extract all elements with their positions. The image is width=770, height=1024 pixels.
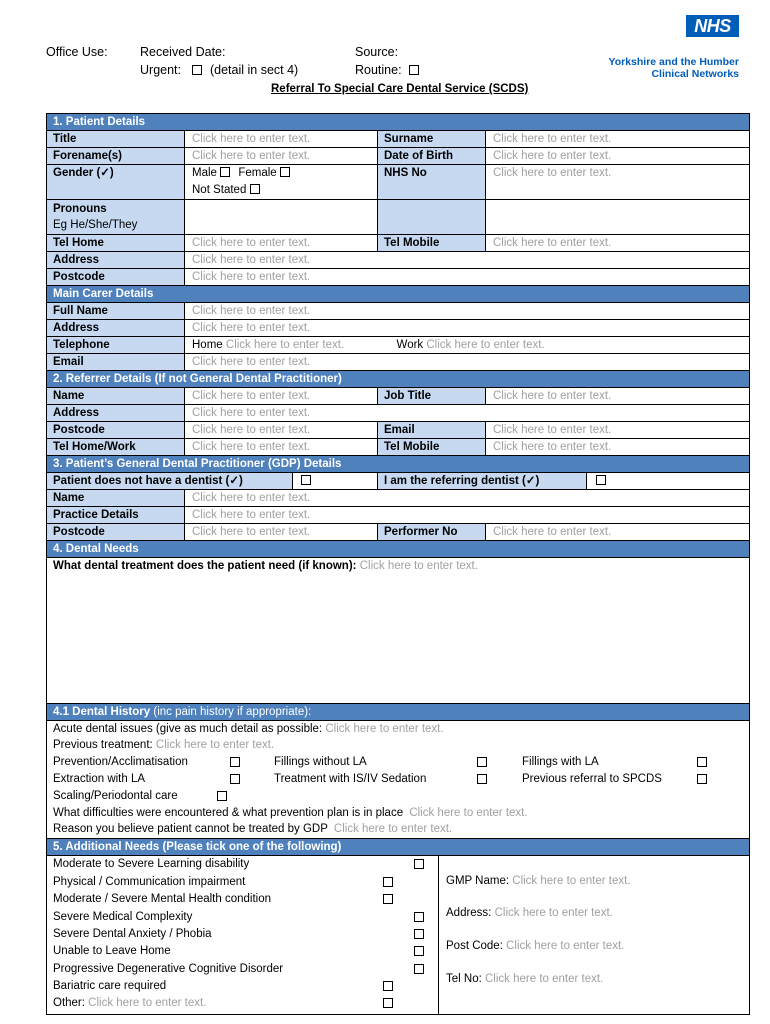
office-use-label: Office Use: (46, 45, 108, 59)
sedation-label: Treatment with IS/IV Sedation (274, 773, 427, 785)
section-dental-history (47, 704, 749, 721)
acute-field[interactable]: Click here to enter text. (325, 723, 444, 735)
referrer-tel-field[interactable]: Click here to enter text. (185, 439, 378, 455)
section-carer-details: Main Carer Details (47, 286, 749, 303)
need-cognitive: Progressive Degenerative Cognitive Disorder (53, 963, 284, 975)
gmp-postcode-label: Post Code: (446, 940, 503, 952)
referring-dentist-label: I am the referring dentist (✓) (378, 473, 587, 489)
prevention-checkbox[interactable] (230, 757, 240, 767)
difficulties-label: What difficulties were encountered & what prevention plan is in place (53, 807, 404, 819)
row-gdp-flags (47, 473, 749, 490)
need-medical: Severe Medical Complexity (53, 911, 193, 923)
row-gender-nhs (47, 165, 749, 200)
pronouns-label (47, 200, 185, 234)
dob-label: Date of Birth (378, 148, 486, 164)
referrer-postcode-label: Postcode (47, 422, 185, 438)
fillings-without-checkbox[interactable] (477, 757, 487, 767)
row-carer-name (47, 303, 749, 320)
additional-divider (438, 856, 439, 1014)
pronouns-extra-field[interactable] (486, 200, 749, 234)
section-dental-needs: 4. Dental Needs (47, 541, 749, 558)
row-referrer-tel (47, 439, 749, 456)
address-label: Address (47, 252, 185, 268)
need-other-label: Other: (53, 997, 85, 1009)
section-referrer-details: 2. Referrer Details (If not General Dental Practitioner) (47, 371, 749, 388)
gmp-tel-row (446, 971, 603, 987)
carer-address-field[interactable]: Click here to enter text. (192, 322, 311, 334)
urgent-checkbox[interactable] (192, 65, 202, 75)
fillings-with-label: Fillings with LA (522, 756, 599, 768)
dental-needs-question-label: What dental treatment does the patient need (if known): (53, 560, 357, 572)
carer-telephone-fields (185, 337, 749, 353)
urgent-row (140, 63, 298, 77)
need-anxiety: Severe Dental Anxiety / Phobia (53, 928, 212, 940)
referrer-email-field[interactable]: Click here to enter text. (493, 424, 612, 436)
row-referrer-name (47, 388, 749, 405)
gmp-address-field[interactable]: Click here to enter text. (494, 907, 613, 919)
extraction-checkbox[interactable] (230, 774, 240, 784)
carer-home-label: Home (192, 339, 223, 351)
forename-label: Forename(s) (47, 148, 185, 164)
not-stated-checkbox[interactable] (250, 184, 260, 194)
extraction-label: Extraction with LA (53, 773, 146, 785)
job-title-field[interactable]: Click here to enter text. (493, 390, 612, 402)
row-pronouns (47, 200, 749, 235)
gmp-tel-label: Tel No: (446, 973, 482, 985)
pronouns-example: Eg He/She/They (53, 219, 138, 231)
row-carer-email (47, 354, 749, 371)
practice-field[interactable]: Click here to enter text. (192, 509, 311, 521)
referral-form (46, 113, 750, 1015)
need-learning: Moderate to Severe Learning disability (53, 858, 250, 870)
dental-history-box (47, 721, 749, 839)
nhs-logo: NHS (686, 15, 739, 37)
scaling-label: Scaling/Periodontal care (53, 790, 178, 802)
referrer-name-field[interactable]: Click here to enter text. (185, 388, 378, 404)
carer-name-field[interactable]: Click here to enter text. (192, 305, 311, 317)
row-postcode (47, 269, 749, 286)
carer-work-label: Work (396, 339, 424, 351)
gender-line-1 (192, 165, 377, 182)
carer-home-field[interactable]: Click here to enter text. (225, 339, 345, 351)
routine-checkbox[interactable] (409, 65, 419, 75)
source-label: Source: (355, 45, 399, 59)
referrer-name-label: Name (47, 388, 185, 404)
acute-label: Acute dental issues (give as much detail as possible: (53, 723, 323, 735)
prev-referral-label: Previous referral to SPCDS (522, 773, 662, 785)
row-forename-dob (47, 148, 749, 165)
gmp-name-field[interactable]: Click here to enter text. (512, 875, 631, 887)
surname-label: Surname (378, 131, 486, 147)
row-carer-telephone (47, 337, 749, 354)
pronouns-spacer (378, 200, 486, 234)
gmp-postcode-row (446, 938, 624, 954)
need-learning-checkbox[interactable] (414, 859, 424, 869)
reason-field[interactable]: Click here to enter text. (333, 823, 453, 835)
previous-label: Previous treatment: (53, 739, 153, 751)
surname-field[interactable]: Click here to enter text. (493, 133, 612, 145)
dental-needs-field[interactable]: Click here to enter text. (359, 560, 478, 572)
need-other-field[interactable]: Click here to enter text. (88, 997, 207, 1009)
urgent-note: (detail in sect 4) (209, 63, 299, 77)
performer-label: Performer No (378, 524, 486, 540)
row-carer-address (47, 320, 749, 337)
referrer-address-field[interactable]: Click here to enter text. (192, 407, 311, 419)
need-medical-checkbox[interactable] (414, 912, 424, 922)
gmp-name-row (446, 873, 631, 889)
urgent-label: Urgent: (140, 63, 181, 77)
routine-row (355, 63, 419, 77)
practice-label: Practice Details (47, 507, 185, 523)
forename-field[interactable]: Click here to enter text. (185, 148, 378, 164)
tel-home-label: Tel Home (47, 235, 185, 251)
referrer-mobile-label: Tel Mobile (378, 439, 486, 455)
row-title-surname (47, 131, 749, 148)
gdp-postcode-label: Postcode (47, 524, 185, 540)
row-address (47, 252, 749, 269)
history-section-note: (inc pain history if appropriate): (153, 706, 312, 718)
prev-referral-checkbox[interactable] (697, 774, 707, 784)
additional-needs-box (47, 856, 749, 1014)
need-cognitive-checkbox[interactable] (414, 964, 424, 974)
tel-mobile-label: Tel Mobile (378, 235, 486, 251)
row-referrer-address (47, 405, 749, 422)
carer-address-label: Address (47, 320, 185, 336)
org-line-1: Yorkshire and the Humber (608, 56, 739, 68)
gender-label: Gender (✓) (47, 165, 185, 199)
female-label: Female (238, 167, 277, 179)
postcode-field[interactable]: Click here to enter text. (192, 271, 311, 283)
need-bariatric: Bariatric care required (53, 980, 167, 992)
need-home: Unable to Leave Home (53, 945, 171, 957)
nhs-no-field[interactable]: Click here to enter text. (493, 167, 612, 179)
gdp-name-field[interactable]: Click here to enter text. (192, 492, 311, 504)
dental-needs-question (53, 558, 478, 574)
row-gdp-name (47, 490, 749, 507)
tel-home-field[interactable]: Click here to enter text. (185, 235, 378, 251)
scaling-checkbox[interactable] (217, 791, 227, 801)
need-physical-checkbox[interactable] (383, 877, 393, 887)
tel-mobile-field[interactable]: Click here to enter text. (493, 237, 612, 249)
need-mental: Moderate / Severe Mental Health condition (53, 893, 271, 905)
job-title-label: Job Title (378, 388, 486, 404)
form-title: Referral To Special Care Dental Service (SCDS) (271, 83, 529, 95)
postcode-label: Postcode (47, 269, 185, 285)
need-other-checkbox[interactable] (383, 998, 393, 1008)
section-additional-needs: 5. Additional Needs (Please tick one of the following) (47, 839, 749, 856)
row-gdp-practice (47, 507, 749, 524)
referrer-mobile-field[interactable]: Click here to enter text. (493, 441, 612, 453)
referrer-postcode-field[interactable]: Click here to enter text. (185, 422, 378, 438)
male-label: Male (192, 167, 217, 179)
pronouns-field[interactable] (185, 200, 378, 234)
need-physical: Physical / Communication impairment (53, 876, 246, 888)
not-stated-label: Not Stated (192, 184, 247, 196)
title-field[interactable]: Click here to enter text. (185, 131, 378, 147)
acute-row (53, 721, 444, 737)
sedation-checkbox[interactable] (477, 774, 487, 784)
referrer-address-label: Address (47, 405, 185, 421)
history-section-title: 4.1 Dental History (53, 706, 151, 718)
carer-telephone-label: Telephone (47, 337, 185, 353)
carer-email-label: Email (47, 354, 185, 370)
org-line-2: Clinical Networks (651, 68, 739, 80)
fillings-with-checkbox[interactable] (697, 757, 707, 767)
received-date-label: Received Date: (140, 45, 226, 59)
referring-dentist-cell (587, 473, 749, 489)
fillings-without-label: Fillings without LA (274, 756, 367, 768)
row-tel (47, 235, 749, 252)
male-checkbox[interactable] (220, 167, 230, 177)
need-bariatric-checkbox[interactable] (383, 981, 393, 991)
need-home-checkbox[interactable] (414, 946, 424, 956)
prevention-label: Prevention/Acclimatisation (53, 756, 188, 768)
difficulties-field[interactable]: Click here to enter text. (409, 807, 528, 819)
referring-dentist-checkbox[interactable] (596, 475, 606, 485)
carer-email-field[interactable]: Click here to enter text. (192, 356, 311, 368)
no-dentist-cell (293, 473, 378, 489)
female-checkbox[interactable] (280, 167, 290, 177)
performer-field[interactable]: Click here to enter text. (493, 526, 612, 538)
nhs-no-label: NHS No (378, 165, 486, 199)
gmp-tel-field[interactable]: Click here to enter text. (485, 973, 604, 985)
reason-label: Reason you believe patient cannot be treated by GDP (53, 823, 328, 835)
need-anxiety-checkbox[interactable] (414, 929, 424, 939)
need-mental-checkbox[interactable] (383, 894, 393, 904)
gmp-name-label: GMP Name: (446, 875, 510, 887)
reason-row (53, 821, 452, 837)
gender-options (185, 165, 378, 199)
row-gdp-postcode (47, 524, 749, 541)
gmp-postcode-field[interactable]: Click here to enter text. (506, 940, 625, 952)
gmp-address-row (446, 905, 613, 921)
previous-field[interactable]: Click here to enter text. (155, 739, 275, 751)
section-gdp-details: 3. Patient’s General Dental Practitioner (GDP) Details (47, 456, 749, 473)
dental-needs-box (47, 558, 749, 704)
routine-label: Routine: (355, 63, 402, 77)
gdp-postcode-field[interactable]: Click here to enter text. (185, 524, 378, 540)
gender-line-2 (192, 182, 377, 199)
no-dentist-label: Patient does not have a dentist (✓) (47, 473, 293, 489)
row-referrer-postcode (47, 422, 749, 439)
difficulties-row (53, 805, 528, 821)
referrer-tel-label: Tel Home/Work (47, 439, 185, 455)
previous-row (53, 737, 274, 753)
organisation-name (608, 56, 739, 80)
no-dentist-checkbox[interactable] (301, 475, 311, 485)
carer-work-field[interactable]: Click here to enter text. (426, 339, 545, 351)
section-patient-details: 1. Patient Details (47, 114, 749, 131)
need-other-row (53, 995, 206, 1011)
pronouns-title: Pronouns (53, 203, 107, 215)
gdp-name-label: Name (47, 490, 185, 506)
referrer-email-label: Email (378, 422, 486, 438)
dob-field[interactable]: Click here to enter text. (493, 150, 612, 162)
title-label: Title (47, 131, 185, 147)
carer-name-label: Full Name (47, 303, 185, 319)
gmp-address-label: Address: (446, 907, 492, 919)
address-field[interactable]: Click here to enter text. (192, 254, 311, 266)
